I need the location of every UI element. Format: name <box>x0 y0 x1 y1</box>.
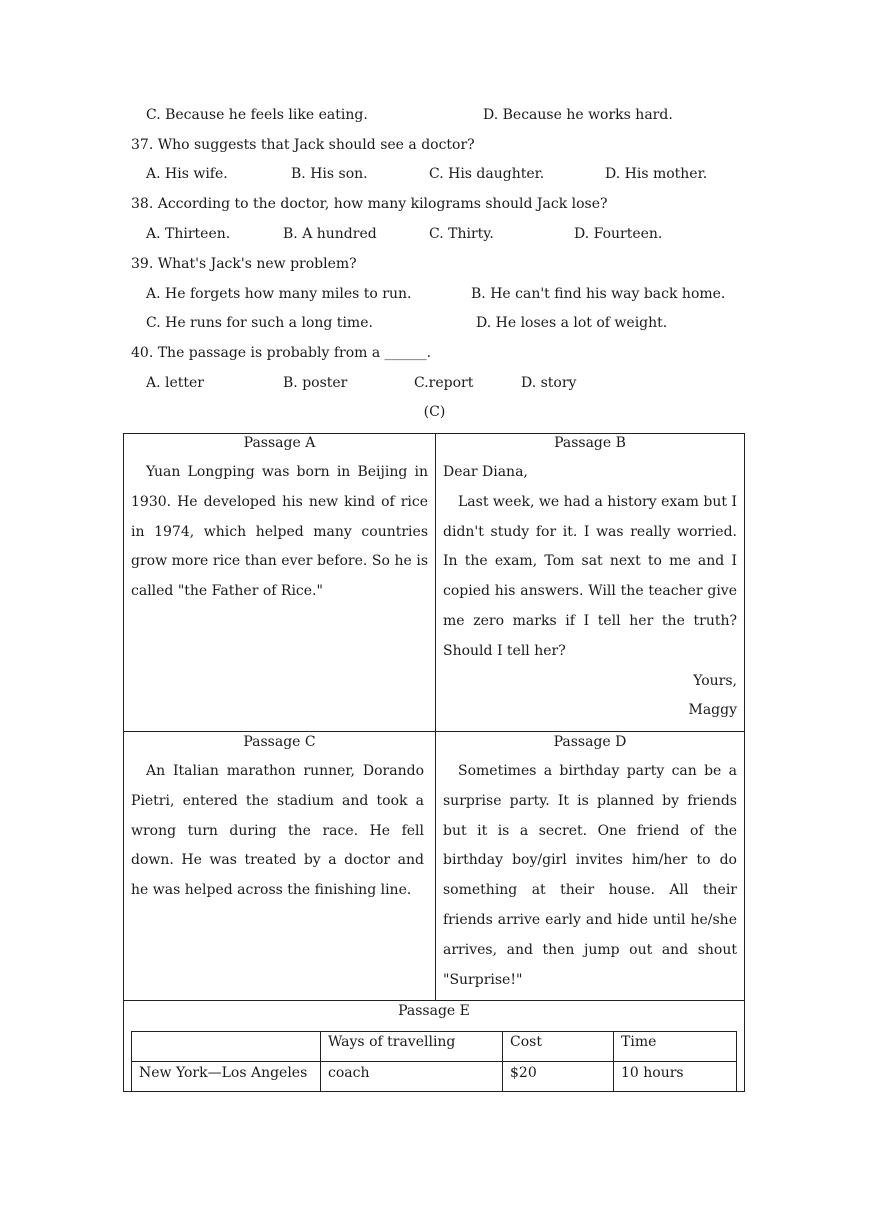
passage-b-body <box>443 458 737 726</box>
passage-a-title: Passage A <box>243 435 316 451</box>
q40-option-b[interactable]: B. poster <box>283 375 348 391</box>
passage-c-body <box>131 757 424 906</box>
table-cell-route: New York—Los Angeles <box>139 1065 308 1081</box>
q37-option-a[interactable]: A. His wife. <box>146 166 228 182</box>
table-cell-time: 10 hours <box>621 1065 684 1081</box>
q40-option-d[interactable]: D. story <box>521 375 577 391</box>
passage-d-text: Sometimes a birthday party can be a surprise party. It is planned by friends but it is a secret. One friend of the birthday boy/girl invites him/her to do something at their house. All their friends arrive early and hide until he/she arrives, and then jump out and shout "Surprise!" <box>443 763 737 988</box>
table-header-ways: Ways of travelling <box>328 1034 456 1050</box>
passage-b-signature: Maggy <box>688 702 737 719</box>
table-cell-way: coach <box>328 1065 370 1081</box>
passage-e-title: Passage E <box>398 1003 470 1019</box>
column-divider <box>435 433 436 1000</box>
q37-stem: 37. Who suggests that Jack should see a doctor? <box>131 137 475 153</box>
q40-stem: 40. The passage is probably from a ______. <box>131 345 432 361</box>
row-divider <box>123 1000 745 1001</box>
q37-option-d[interactable]: D. His mother. <box>605 166 708 182</box>
passage-b-text: Last week, we had a history exam but I didn't study for it. I was really worried. In the exam, Tom sat next to me and I copied his answers. Will the teacher give me zero marks if I tell her the truth? Should I tell her? <box>443 493 737 659</box>
passage-d-body <box>443 757 737 995</box>
q37-option-b[interactable]: B. His son. <box>291 166 368 182</box>
q38-option-c[interactable]: C. Thirty. <box>429 226 494 242</box>
passage-d-title: Passage D <box>553 734 627 750</box>
table-cell-cost: $20 <box>510 1065 537 1081</box>
q38-option-a[interactable]: A. Thirteen. <box>146 226 231 242</box>
q39-stem: 39. What's Jack's new problem? <box>131 256 357 272</box>
table-header-cost: Cost <box>510 1034 542 1050</box>
table-row-divider <box>131 1061 737 1062</box>
q36-option-c[interactable]: C. Because he feels like eating. <box>146 107 368 123</box>
q40-option-c[interactable]: C.report <box>414 375 474 391</box>
passage-c-title: Passage C <box>243 734 316 750</box>
passage-c-text: An Italian marathon runner, Dorando Pietri, entered the stadium and took a wrong turn during the race. He fell down. He was treated by a doctor and he was helped across the finishing line. <box>131 763 424 899</box>
q39-option-a[interactable]: A. He forgets how many miles to run. <box>146 286 412 302</box>
row-divider <box>123 731 745 732</box>
q39-option-b[interactable]: B. He can't find his way back home. <box>471 286 726 302</box>
q38-option-d[interactable]: D. Fourteen. <box>574 226 663 242</box>
passage-b-greeting: Dear Diana, <box>443 464 528 480</box>
q38-option-b[interactable]: B. A hundred <box>283 226 377 242</box>
passage-a-text: Yuan Longping was born in Beijing in 1930. He developed his new kind of rice in 1974, which helped many countries grow more rice than ever before. So he is called "the Father of Rice." <box>131 464 428 600</box>
passage-a-body <box>131 458 428 607</box>
table-header-time: Time <box>621 1034 657 1050</box>
q37-option-c[interactable]: C. His daughter. <box>429 166 545 182</box>
section-title: (C) <box>423 404 446 420</box>
q39-option-d[interactable]: D. He loses a lot of weight. <box>476 315 668 331</box>
q40-option-a[interactable]: A. letter <box>146 375 205 391</box>
q39-option-c[interactable]: C. He runs for such a long time. <box>146 315 373 331</box>
passage-b-closing: Yours, <box>693 672 737 689</box>
q36-option-d[interactable]: D. Because he works hard. <box>483 107 673 123</box>
passage-b-title: Passage B <box>554 435 626 451</box>
q38-stem: 38. According to the doctor, how many kilograms should Jack lose? <box>131 196 608 212</box>
